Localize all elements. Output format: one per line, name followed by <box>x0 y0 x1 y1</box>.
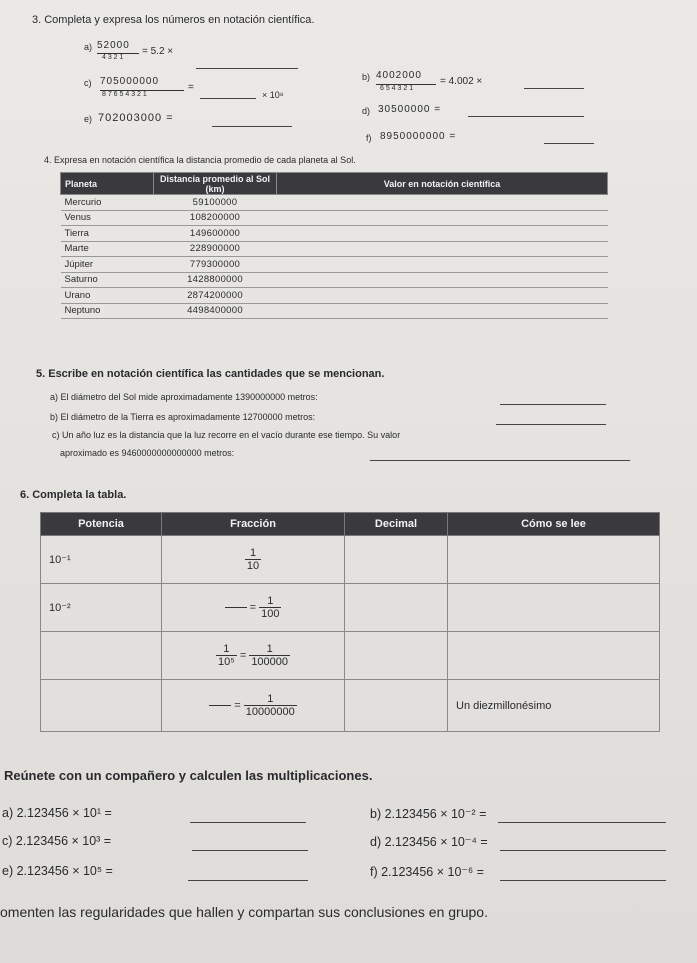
planet-scientific-cell[interactable] <box>277 195 608 211</box>
planet-scientific-cell[interactable] <box>277 257 608 273</box>
ex3-b-digit-count: 6 5 4 3 2 1 <box>380 85 414 92</box>
table-row <box>61 210 608 226</box>
ex5-item-c1: c) Un año luz es la distancia que la luz recorre en el vacío durante ese tiempo. Su valor <box>52 430 401 440</box>
powers-header-decimal: Decimal <box>345 513 448 536</box>
ex3-c-answer-line[interactable] <box>200 98 256 99</box>
planet-scientific-cell[interactable] <box>277 288 608 304</box>
ex5-item-a: a) El diámetro del Sol mide aproximadamente 1390000000 metros: <box>50 392 318 402</box>
ex3-b-answer-line[interactable] <box>524 88 584 89</box>
ex3-b-equation: = 4.002 × <box>440 76 483 87</box>
fraction-blank[interactable] <box>225 607 247 608</box>
ex5-title: 5. Escribe en notación científica las cantidades que se mencionan. <box>36 368 385 380</box>
table-row <box>41 632 660 680</box>
ex3-label-f: f) <box>366 133 372 143</box>
ex7-footer: omenten las regularidades que hallen y compartan sus conclusiones en grupo. <box>0 904 488 920</box>
equals-sign: = <box>239 649 247 662</box>
fraction-denominator: 10000000 <box>245 706 295 718</box>
ex3-f-expression: 8950000000 = <box>380 131 457 142</box>
fraction-cell <box>162 536 345 584</box>
planets-header-scientific: Valor en notación científica <box>277 173 608 195</box>
equals-sign: = <box>249 601 257 614</box>
powers-table <box>40 512 660 732</box>
powers-header-fraccion: Fracción <box>162 513 345 536</box>
ex3-a-number: 52000 <box>97 40 130 51</box>
ex7-c-answer-line[interactable] <box>192 850 308 851</box>
table-row <box>61 257 608 273</box>
table-row <box>61 272 608 288</box>
ex4-title: 4. Expresa en notación científica la distancia promedio de cada planeta al Sol. <box>44 155 356 165</box>
table-row <box>61 241 608 257</box>
fraction-denominator: 10⁵ <box>217 656 235 668</box>
planet-scientific-cell[interactable] <box>277 272 608 288</box>
ex3-label-e: e) <box>84 114 93 124</box>
ex5-item-c2: aproximado es 9460000000000000 metros: <box>60 448 235 458</box>
planet-distance: 779300000 <box>154 257 277 273</box>
ex7-title: Reúnete con un compañero y calculen las multiplicaciones. <box>4 768 373 783</box>
planet-name: Saturno <box>61 272 154 288</box>
decimal-cell[interactable] <box>345 632 448 680</box>
ex3-a-equation: = 5.2 × <box>142 46 174 57</box>
ex3-d-answer-line[interactable] <box>468 116 584 117</box>
fraction-numerator: 1 <box>216 643 237 656</box>
planet-name: Neptuno <box>61 303 154 319</box>
ex3-a-digit-count: 4 3 2 1 <box>102 54 124 61</box>
ex3-label-c: c) <box>84 78 92 88</box>
fraction-blank[interactable] <box>209 705 231 706</box>
ex7-a-answer-line[interactable] <box>190 822 306 823</box>
ex3-a-answer-line[interactable] <box>196 68 298 69</box>
power-cell: 10⁻¹ <box>41 536 162 584</box>
fraction-cell <box>162 680 345 732</box>
ex3-e-answer-line[interactable] <box>212 126 292 127</box>
planet-name: Tierra <box>61 226 154 242</box>
ex5-item-b: b) El diámetro de la Tierra es aproximadamente 12700000 metros: <box>50 412 316 422</box>
planet-scientific-cell[interactable] <box>277 303 608 319</box>
ex3-d-expression: 30500000 = <box>378 104 442 115</box>
reading-cell[interactable] <box>448 536 660 584</box>
planet-distance: 2874200000 <box>154 288 277 304</box>
ex3-e-expression: 702003000 = <box>98 112 174 124</box>
ex3-label-d: d) <box>362 106 371 116</box>
ex3-f-answer-line[interactable] <box>544 143 594 144</box>
power-cell[interactable] <box>41 680 162 732</box>
planet-name: Venus <box>61 210 154 226</box>
planet-distance: 4498400000 <box>154 303 277 319</box>
planet-distance: 149600000 <box>154 226 277 242</box>
ex3-label-b: b) <box>362 72 371 82</box>
table-row <box>41 680 660 732</box>
ex3-c-times: × 10⁸ <box>262 90 284 100</box>
ex7-f-answer-line[interactable] <box>500 880 666 881</box>
ex7-b-answer-line[interactable] <box>498 822 666 823</box>
table-row <box>61 288 608 304</box>
ex7-e-answer-line[interactable] <box>188 880 308 881</box>
planet-scientific-cell[interactable] <box>277 210 608 226</box>
planets-table <box>60 172 608 319</box>
fraction-numerator: 1 <box>249 643 290 656</box>
equals-sign: = <box>234 699 241 712</box>
table-row <box>41 536 660 584</box>
ex5-c-answer-line[interactable] <box>370 460 630 461</box>
power-cell: 10⁻² <box>41 584 162 632</box>
planet-name: Mercurio <box>61 195 154 211</box>
fraction-numerator: 1 <box>259 595 281 608</box>
table-row <box>61 226 608 242</box>
planets-header-planet: Planeta <box>61 173 154 195</box>
table-row <box>61 303 608 319</box>
table-row <box>61 195 608 211</box>
decimal-cell[interactable] <box>345 680 448 732</box>
ex7-item-e: e) 2.123456 × 10⁵ = <box>2 864 113 878</box>
ex6-title: 6. Completa la tabla. <box>20 489 127 501</box>
planet-distance: 59100000 <box>154 195 277 211</box>
planet-name: Júpiter <box>61 257 154 273</box>
ex7-item-b: b) 2.123456 × 10⁻² = <box>370 807 487 821</box>
planet-name: Urano <box>61 288 154 304</box>
power-cell[interactable] <box>41 632 162 680</box>
planet-distance: 108200000 <box>154 210 277 226</box>
ex7-item-a: a) 2.123456 × 10¹ = <box>2 806 112 820</box>
planets-header-distance: Distancia promedio al Sol (km) <box>154 173 277 195</box>
ex5-a-answer-line[interactable] <box>500 404 606 405</box>
decimal-cell[interactable] <box>345 536 448 584</box>
ex3-c-equation: = <box>188 82 194 93</box>
planet-distance: 228900000 <box>154 241 277 257</box>
fraction-denominator: 100 <box>261 608 280 620</box>
table-row <box>41 584 660 632</box>
ex7-item-d: d) 2.123456 × 10⁻⁴ = <box>370 835 488 849</box>
fraction-cell <box>162 584 345 632</box>
ex5-b-answer-line[interactable] <box>496 424 606 425</box>
ex7-d-answer-line[interactable] <box>500 850 666 851</box>
reading-cell: Un diezmillonésimo <box>448 680 660 732</box>
planet-scientific-cell[interactable] <box>277 241 608 257</box>
ex7-item-c: c) 2.123456 × 10³ = <box>2 834 112 848</box>
reading-cell[interactable] <box>448 584 660 632</box>
ex3-label-a: a) <box>84 42 93 52</box>
planet-distance: 1428800000 <box>154 272 277 288</box>
ex3-b-number: 4002000 <box>376 70 422 81</box>
fraction-denominator: 100000 <box>251 656 289 668</box>
planet-name: Marte <box>61 241 154 257</box>
ex3-c-digit-count: 8 7 6 5 4 3 2 1 <box>102 91 147 98</box>
fraction-numerator: 1 <box>245 547 261 560</box>
fraction-numerator: 1 <box>244 693 297 706</box>
fraction-denominator: 10 <box>246 560 260 572</box>
ex3-title: 3. Completa y expresa los números en notación científica. <box>32 14 315 26</box>
ex7-item-f: f) 2.123456 × 10⁻⁶ = <box>370 865 484 879</box>
powers-header-lectura: Cómo se lee <box>448 513 660 536</box>
powers-header-potencia: Potencia <box>41 513 162 536</box>
fraction-cell <box>162 632 345 680</box>
reading-cell[interactable] <box>448 632 660 680</box>
planet-scientific-cell[interactable] <box>277 226 608 242</box>
decimal-cell[interactable] <box>345 584 448 632</box>
ex3-c-number: 705000000 <box>100 76 160 87</box>
